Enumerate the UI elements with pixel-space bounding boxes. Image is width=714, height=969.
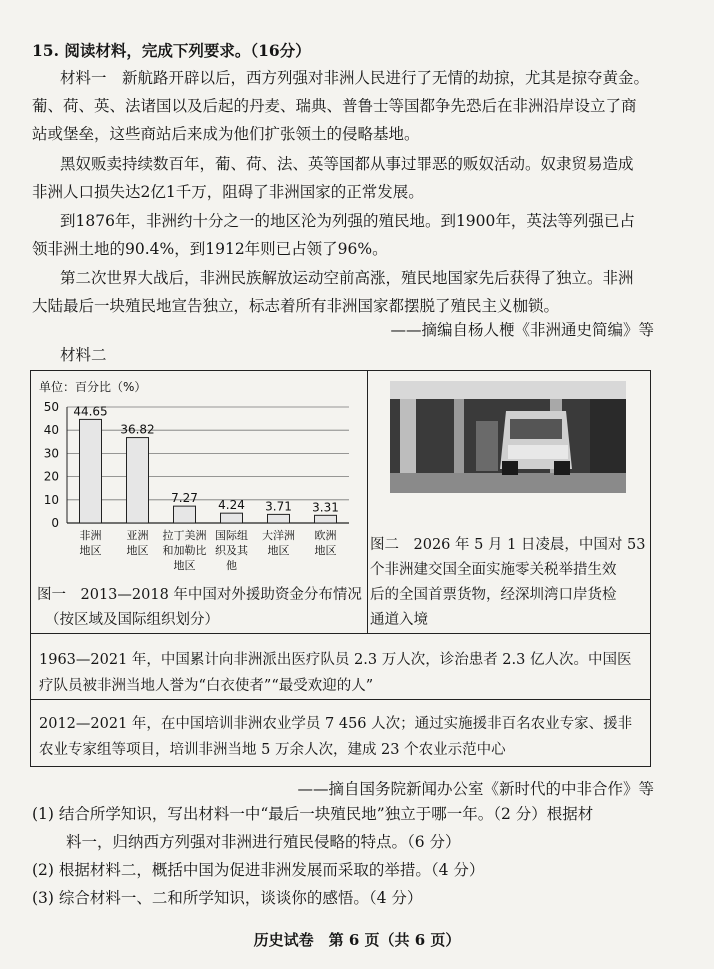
material2-source: ——摘自国务院新闻办公室《新时代的中非合作》等 bbox=[297, 780, 654, 798]
bar-value-label: 4.24 bbox=[218, 498, 245, 513]
material1-line: 黑奴贩卖持续数百年，葡、荷、法、英等国都从事过罪恶的贩奴活动。奴隶贸易造成 bbox=[60, 155, 634, 173]
y-tick-label: 40 bbox=[43, 423, 59, 438]
bar-value-label: 3.71 bbox=[265, 499, 292, 514]
figure2-panel bbox=[366, 370, 651, 635]
x-category-label: 地区 bbox=[126, 544, 149, 557]
medical-team-box bbox=[30, 633, 651, 701]
x-category-label: 拉丁美洲 bbox=[162, 529, 207, 542]
task-line: (1) 结合所学知识，写出材料一中“最后一块殖民地”独立于哪一年。（2 分）根据材 bbox=[32, 805, 594, 823]
bar bbox=[80, 419, 102, 523]
task-line: (2) 根据材料二，概括中国为促进非洲发展而采取的举措。（4 分） bbox=[32, 861, 485, 879]
question-title: 15. 阅读材料，完成下列要求。（16分） bbox=[32, 41, 311, 60]
figure2-caption-line: 后的全国首票货物，经深圳湾口岸货检 bbox=[370, 587, 617, 603]
material1-line: 非洲人口损失达2亿1千万，阻碍了非洲国家的正常发展。 bbox=[32, 183, 424, 201]
x-category-label: 地区 bbox=[79, 544, 102, 557]
figure1-caption: 图一 2013—2018 年中国对外援助资金分布情况 bbox=[37, 587, 362, 603]
task-line: 料一，归纳西方列强对非洲进行殖民侵略的特点。（6 分） bbox=[66, 833, 461, 851]
material1-line: 站或堡垒，这些商站后来成为他们扩张领土的侵略基地。 bbox=[32, 125, 420, 143]
x-category-label: 和加勒比 bbox=[162, 544, 207, 557]
medical-team-line: 1963—2021 年，中国累计向非洲派出医疗队员 2.3 万人次，诊治患者 2.3 亿人次。中国医 bbox=[39, 652, 632, 668]
material2-label: 材料二 bbox=[60, 346, 107, 364]
customs-truck-photo bbox=[390, 381, 626, 493]
bar bbox=[174, 506, 196, 523]
bar bbox=[127, 438, 149, 523]
x-category-label: 织及其 bbox=[215, 544, 248, 557]
bar-value-label: 3.31 bbox=[312, 500, 339, 515]
figure2-caption-line: 图二 2026 年 5 月 1 日凌晨，中国对 53 bbox=[370, 537, 646, 553]
material1-line: 葡、荷、英、法诸国以及后起的丹麦、瑞典、普鲁士等国都争先恐后在非洲沿岸设立了商 bbox=[32, 97, 637, 115]
x-category-label: 大洋洲 bbox=[262, 529, 295, 542]
material1-line: 到1876年，非洲约十分之一的地区沦为列强的殖民地。到1900年，英法等列强已占 bbox=[60, 212, 635, 230]
x-category-label: 地区 bbox=[267, 544, 290, 557]
agriculture-line: 2012—2021 年，在中国培训非洲农业学员 7 456 人次；通过实施援非百名农业专家、援非 bbox=[39, 716, 633, 732]
y-tick-label: 10 bbox=[43, 492, 59, 507]
material1-line: 大陆最后一块殖民地宣告独立，标志着所有非洲国家都摆脱了殖民主义枷锁。 bbox=[32, 297, 560, 315]
agriculture-box bbox=[30, 699, 651, 767]
x-category-label: 亚洲 bbox=[126, 529, 149, 542]
bar bbox=[268, 514, 290, 523]
material1-line: 材料一 新航路开辟以后，西方列强对非洲人民进行了无情的劫掠，尤其是掠夺黄金。 bbox=[60, 69, 650, 87]
y-tick-label: 20 bbox=[43, 469, 59, 484]
bar-value-label: 44.65 bbox=[73, 404, 108, 419]
material1-source: ——摘编自杨人楩《非洲通史简编》等 bbox=[390, 321, 654, 339]
task-line: (3) 综合材料一、二和所学知识，谈谈你的感悟。（4 分） bbox=[32, 889, 423, 907]
unit-label: 单位：百分比（%） bbox=[39, 380, 147, 394]
x-category-label: 国际组 bbox=[215, 529, 248, 542]
page-footer: 历史试卷 第 6 页（共 6 页） bbox=[253, 931, 461, 949]
medical-team-line: 疗队员被非洲当地人誉为“白衣使者”“最受欢迎的人” bbox=[39, 678, 374, 694]
figure1-caption-sub: （按区域及国际组织划分） bbox=[45, 612, 219, 628]
y-tick-label: 0 bbox=[51, 516, 59, 530]
x-category-label: 他 bbox=[226, 559, 237, 572]
agriculture-line: 农业专家组等项目，培训非洲当地 5 万余人次，建成 23 个农业示范中心 bbox=[39, 742, 506, 758]
material1-line: 领非洲土地的90.4%，到1912年则已占领了96%。 bbox=[32, 240, 388, 258]
figure2-caption-line: 个非洲建交国全面实施零关税举措生效 bbox=[370, 562, 617, 578]
y-tick-label: 30 bbox=[43, 446, 59, 461]
y-tick-label: 50 bbox=[43, 400, 59, 414]
x-category-label: 欧洲 bbox=[314, 529, 337, 542]
figure2-caption-line: 通道入境 bbox=[370, 612, 428, 628]
x-category-label: 地区 bbox=[314, 544, 337, 557]
material1-line: 第二次世界大战后，非洲民族解放运动空前高涨，殖民地国家先后获得了独立。非洲 bbox=[60, 269, 634, 287]
figure1-panel bbox=[30, 370, 368, 635]
bar bbox=[221, 513, 243, 523]
bar-value-label: 36.82 bbox=[120, 422, 155, 437]
figure1-bar-chart bbox=[31, 371, 367, 583]
bar bbox=[315, 515, 337, 523]
bar-value-label: 7.27 bbox=[171, 491, 198, 506]
x-category-label: 非洲 bbox=[79, 529, 102, 542]
x-category-label: 地区 bbox=[173, 559, 196, 572]
